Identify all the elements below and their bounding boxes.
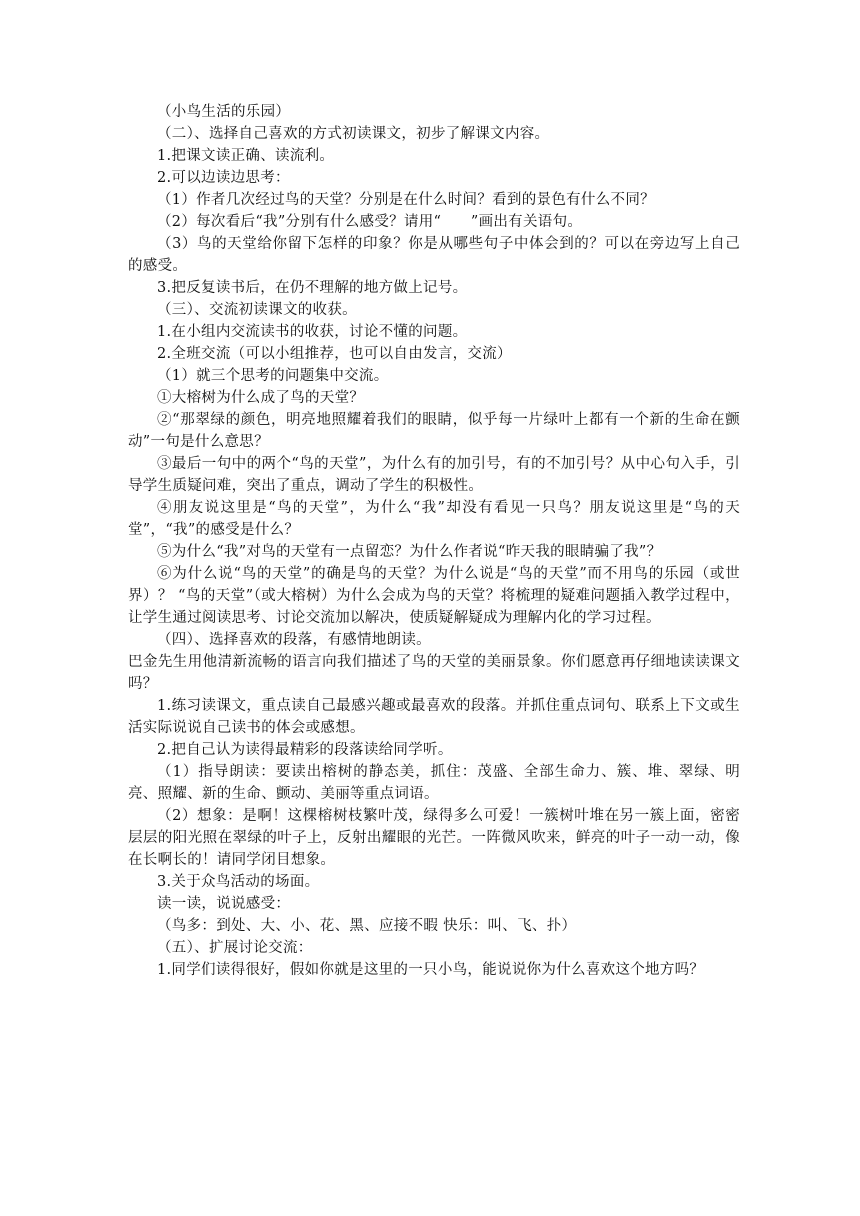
paragraph: ②“那翠绿的颜色，明亮地照耀着我们的眼睛，似乎每一片绿叶上都有一个新的生命在颤动”一句是什么意思？ [128,412,740,450]
paragraph: 1.同学们读得很好，假如你就是这里的一只小鸟，能说说你为什么喜欢这个地方吗？ [157,962,705,978]
paragraph: 巴金先生用他清新流畅的语言向我们描述了鸟的天堂的美丽景象。你们愿意再仔细地读读课文吗？ [128,654,740,692]
section-heading: （三）、交流初读课文的收获。 [157,302,357,318]
paragraph: 1.在小组内交流读书的收获，讨论不懂的问题。 [157,324,468,340]
paragraph: 1.把课文读正确、读流利。 [157,148,335,164]
paragraph: 2.全班交流（可以小组推荐，也可以自由发言，交流） [157,346,512,362]
section-heading: （四）、选择喜欢的段落，有感情地朗读。 [157,632,431,648]
paragraph: 读一读，说说感受： [157,896,291,912]
paragraph: ④朋友说这里是“鸟的天堂”，为什么“我”却没有看见一只鸟？朋友说这里是“鸟的天堂”，“我”的感受是什么？ [128,500,740,538]
paragraph: （鸟多：到处、大、小、花、黑、应接不暇 快乐：叫、飞、扑） [157,918,577,934]
paragraph: （1）指导朗读：要读出榕树的静态美，抓住：茂盛、全部生命力、簇、堆、翠绿、明亮、照耀、新的生命、颤动、美丽等重点词语。 [128,764,740,802]
document-body [128,101,740,981]
paragraph: （1）作者几次经过鸟的天堂？分别是在什么时间？看到的景色有什么不同？ [157,192,655,208]
paragraph: ③最后一句中的两个“鸟的天堂”，为什么有的加引号，有的不加引号？从中心句入手，引导学生质疑问难，突出了重点，调动了学生的积极性。 [128,456,740,494]
paragraph: （2）每次看后“我”分别有什么感受？请用“ ”画出有关语句。 [157,214,583,230]
paragraph: 1.练习读课文，重点读自己最感兴趣或最喜欢的段落。并抓住重点词句、联系上下文或生活实际说说自己读书的体会或感想。 [128,698,740,736]
paragraph: （小鸟生活的乐园） [157,104,291,120]
paragraph: 3.关于众鸟活动的场面。 [157,874,320,890]
paragraph: 3.把反复读书后，在仍不理解的地方做上记号。 [157,280,468,296]
section-heading: （五）、扩展讨论交流： [157,940,313,956]
paragraph: （3）鸟的天堂给你留下怎样的印象？你是从哪些句子中体会到的？可以在旁边写上自己的感受。 [128,236,740,274]
paragraph: 2.可以边读边思考： [157,170,290,186]
section-heading: （二）、选择自己喜欢的方式初读课文，初步了解课文内容。 [157,126,550,142]
paragraph: （2）想象：是啊！这棵榕树枝繁叶茂，绿得多么可爱！一簇树叶堆在另一簇上面，密密层层的阳光照在翠绿的叶子上，反射出耀眼的光芒。一阵微风吹来，鲜亮的叶子一动一动，像在长啊长的！请同学闭目想象。 [128,808,740,868]
paragraph: 2.把自己认为读得最精彩的段落读给同学听。 [157,742,453,758]
paragraph: ⑤为什么“我”对鸟的天堂有一点留恋？为什么作者说“昨天我的眼睛骗了我”？ [157,544,662,560]
paragraph: （1）就三个思考的问题集中交流。 [157,368,389,384]
paragraph: ①大榕树为什么成了鸟的天堂？ [157,390,365,406]
paragraph: ⑥为什么说“鸟的天堂”的确是鸟的天堂？为什么说是“鸟的天堂”而不用鸟的乐园（或世界）？ “鸟的天堂”（或大榕树）为什么会成为鸟的天堂？将梳理的疑难问题插入教学过程中，让学生通过阅读思考、讨论交流加以解决，使质疑解疑成为理解内化的学习过程。 [128,566,740,626]
